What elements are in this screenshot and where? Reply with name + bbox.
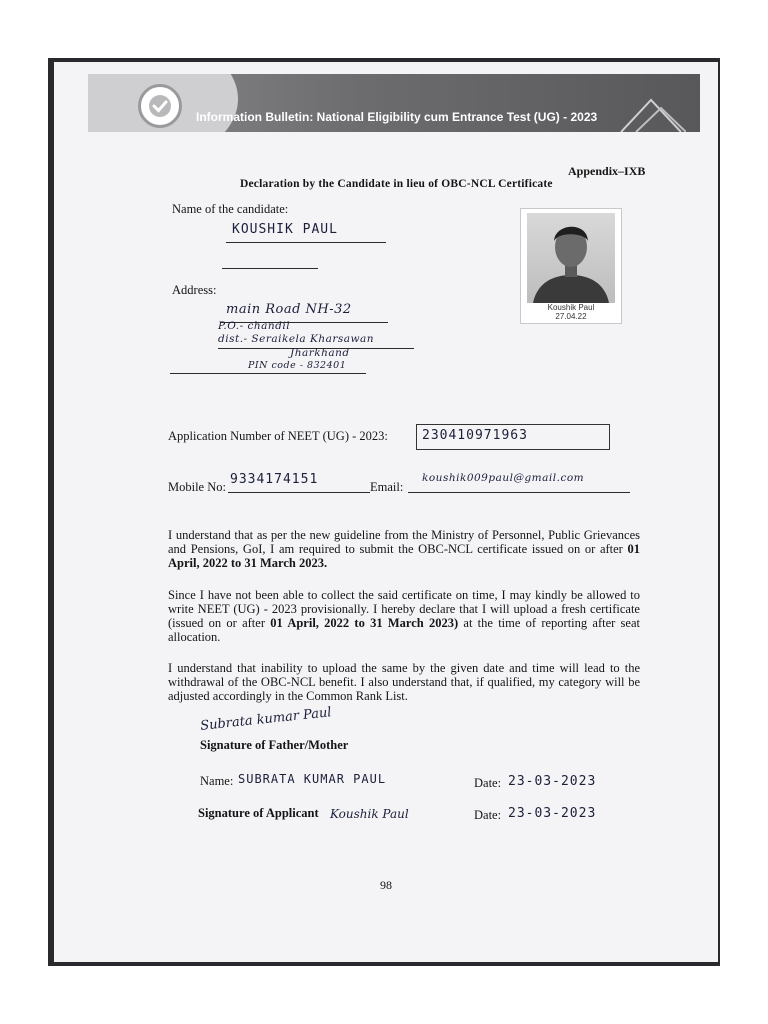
mobile-underline xyxy=(228,492,370,493)
address-label: Address: xyxy=(172,283,217,297)
email-underline xyxy=(408,492,630,493)
address-line-5: PIN code - 832401 xyxy=(248,360,347,371)
page-number: 98 xyxy=(380,878,392,892)
applicant-signature-label: Signature of Applicant xyxy=(198,806,319,820)
paragraph-guideline-dates: 01 April, 2022 to 31 March 2023. xyxy=(168,542,640,570)
applicant-date-value: 23-03-2023 xyxy=(508,806,597,821)
email-label: Email: xyxy=(370,480,404,494)
paragraph-provisional-text-a: Since I have not been able to collect the said certificate on time, I may kindly be allowed to write NEET (UG) - 2023 provisionally. I hereby declare that I will upload a fresh certificate (issued on or after xyxy=(168,588,640,630)
candidate-name-underline xyxy=(226,242,386,243)
parent-date-label: Date: xyxy=(474,776,502,790)
application-number-value: 230410971963 xyxy=(422,428,528,443)
address-line-1: main Road NH-32 xyxy=(226,302,352,317)
checkmark-logo-icon xyxy=(138,84,182,128)
candidate-name-label: Name of the candidate: xyxy=(172,202,289,216)
application-number-label: Application Number of NEET (UG) - 2023: xyxy=(168,429,388,443)
paragraph-inability xyxy=(168,661,640,703)
appendix-label: Appendix–IXB xyxy=(568,164,646,178)
parent-signature: Subrata kumar Paul xyxy=(199,705,333,734)
address-line-3: dist.- Seraikela Kharsawan xyxy=(218,333,375,345)
mobile-value: 9334174151 xyxy=(230,472,319,487)
paragraph-provisional-text-b: at the time of reporting after seat allocation. xyxy=(168,616,640,644)
blank-underline xyxy=(222,268,318,269)
candidate-photo xyxy=(520,208,622,324)
parent-signature-label: Signature of Father/Mother xyxy=(200,738,349,752)
email-value: koushik009paul@gmail.com xyxy=(422,472,585,484)
paragraph-inability-text: I understand that inability to upload the same by the given date and time will lead to the withdrawal of the OBC-NCL benefit. I also understand that, if qualified, my category will be adjusted accordingly in the Common Rank List. xyxy=(168,661,640,703)
mobile-label: Mobile No: xyxy=(168,480,226,494)
address-underline-3 xyxy=(170,373,366,374)
applicant-date-label: Date: xyxy=(474,808,502,822)
parent-date-value: 23-03-2023 xyxy=(508,774,597,789)
photo-caption-date: 27.04.22 xyxy=(555,312,587,321)
bulletin-banner xyxy=(88,74,700,132)
address-line-4: Jharkhand xyxy=(290,347,350,359)
parent-name-value: SUBRATA KUMAR PAUL xyxy=(238,772,387,786)
banner-geometric-icon xyxy=(616,82,686,132)
paragraph-guideline xyxy=(168,528,640,570)
candidate-portrait-image xyxy=(527,213,615,303)
paragraph-guideline-text: I understand that as per the new guideline from the Ministry of Personnel, Public Grievances and Pensions, GoI, I am required to submit the OBC-NCL certificate issued on or after xyxy=(168,528,640,556)
candidate-name-value: KOUSHIK PAUL xyxy=(232,222,338,237)
declaration-heading: Declaration by the Candidate in lieu of OBC-NCL Certificate xyxy=(240,178,553,190)
address-line-2: P.O.- chandil xyxy=(218,320,291,332)
banner-title: Information Bulletin: National Eligibility cum Entrance Test (UG) - 2023 xyxy=(196,110,598,124)
document-page xyxy=(54,62,718,962)
paragraph-provisional-dates: 01 April, 2022 to 31 March 2023) xyxy=(270,616,459,630)
photo-caption-name: Koushik Paul xyxy=(547,303,595,312)
paragraph-provisional xyxy=(168,588,640,644)
applicant-signature: Koushik Paul xyxy=(330,807,409,821)
parent-name-label: Name: xyxy=(200,774,234,788)
